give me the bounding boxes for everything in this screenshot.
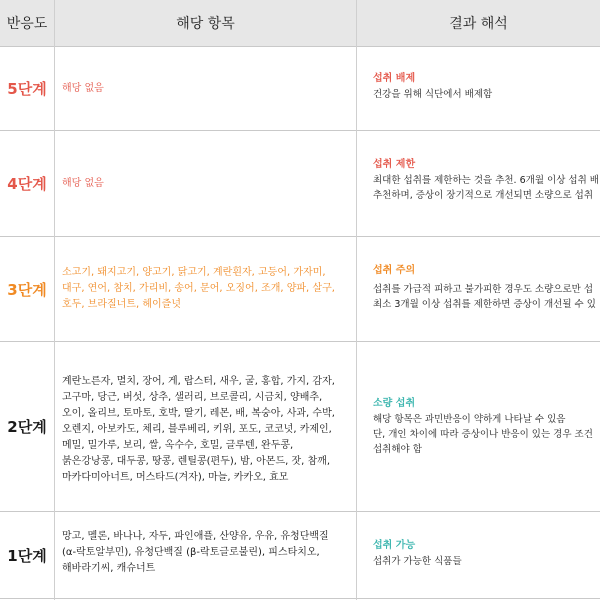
column-divider (356, 0, 357, 600)
result-cell (373, 396, 600, 457)
level-label: 5단계 (7, 80, 47, 98)
header-items: 해당 항목 (176, 16, 235, 32)
table-row-level-2 (0, 342, 600, 512)
table-row-level-3 (0, 237, 600, 342)
result-description: 섭취를 가급적 피하고 불가피한 경우도 소량으로만 섭 최소 3개월 이상 섭취를 제한하면 증상이 개선될 수 있 (373, 284, 596, 310)
items-text: 계란노른자, 멸치, 장어, 게, 랍스터, 새우, 굴, 홍합, 가지, 감자, 고구마, 당근, 버섯, 상추, 샐러리, 브로콜리, 시금치, 양배추, 오이, 올리브, 토마토, 호박, 딸기, 레몬, 배, 복숭아, 사과, 수박, 오렌지, 아보카도, 체리, 블루베리, 키위, 포도, 코코넛, 카제인, 메밀, 밀가루, 보리, 쌀, 옥수수, 호밀, 글루텐, 완두콩, 붉은강낭콩, 대두콩, 땅콩, 렌틸콩(편두), 밤, 아몬드, 잣, 참깨, 마카다미아너트, 머스타드(겨자), 마늘, 카카오, 효모 (62, 376, 335, 483)
result-description: 최대한 섭취를 제한하는 것을 추천. 6개월 이상 섭취 배 추천하며, 증상이 장기적으로 개선되면 소량으로 섭취 (373, 175, 599, 201)
items-text: 해당 없음 (62, 178, 104, 189)
result-cell (373, 71, 600, 102)
level-label: 2단계 (7, 418, 47, 436)
level-label: 3단계 (7, 280, 47, 299)
level-label: 4단계 (7, 175, 47, 193)
table-row-level-5 (0, 47, 600, 131)
items-text: 소고기, 돼지고기, 양고기, 닭고기, 계란흰자, 고등어, 가자미, 대구, 연어, 참치, 가리비, 송어, 문어, 오징어, 조개, 양파, 살구, 호두, 브라질너트, 헤이즐넛 (62, 267, 335, 310)
result-description: 섭취가 가능한 식품들 (373, 556, 462, 567)
column-divider (54, 0, 55, 600)
items-text: 해당 없음 (62, 83, 104, 94)
table-row-level-1 (0, 512, 600, 599)
table-row-level-4 (0, 131, 600, 237)
result-title: 섭취 가능 (373, 540, 416, 551)
result-title: 섭취 주의 (373, 265, 416, 276)
result-description: 건강을 위해 식단에서 배제함 (373, 89, 493, 100)
level-label: 1단계 (7, 546, 47, 565)
result-description: 해당 항목은 과민반응이 약하게 나타날 수 있음 단, 개인 차이에 따라 증상이나 반응이 있는 경우 조건 섭취해야 함 (373, 414, 593, 455)
items-text: 망고, 멜론, 바나나, 자두, 파인애플, 산양유, 우유, 유청단백질 (α-락토알부민), 유청단백질 (β-락토글로불린), 피스타치오, 해바라기씨, 캐슈너트 (62, 531, 329, 574)
header-result: 결과 해석 (449, 16, 508, 32)
table-header (0, 0, 600, 47)
result-title: 소량 섭취 (373, 398, 416, 409)
result-title: 섭취 제한 (373, 159, 416, 170)
result-cell (373, 263, 600, 312)
result-title: 섭취 배제 (373, 73, 416, 84)
result-cell (373, 157, 600, 203)
result-cell (373, 538, 600, 569)
header-level: 반응도 (6, 16, 48, 32)
